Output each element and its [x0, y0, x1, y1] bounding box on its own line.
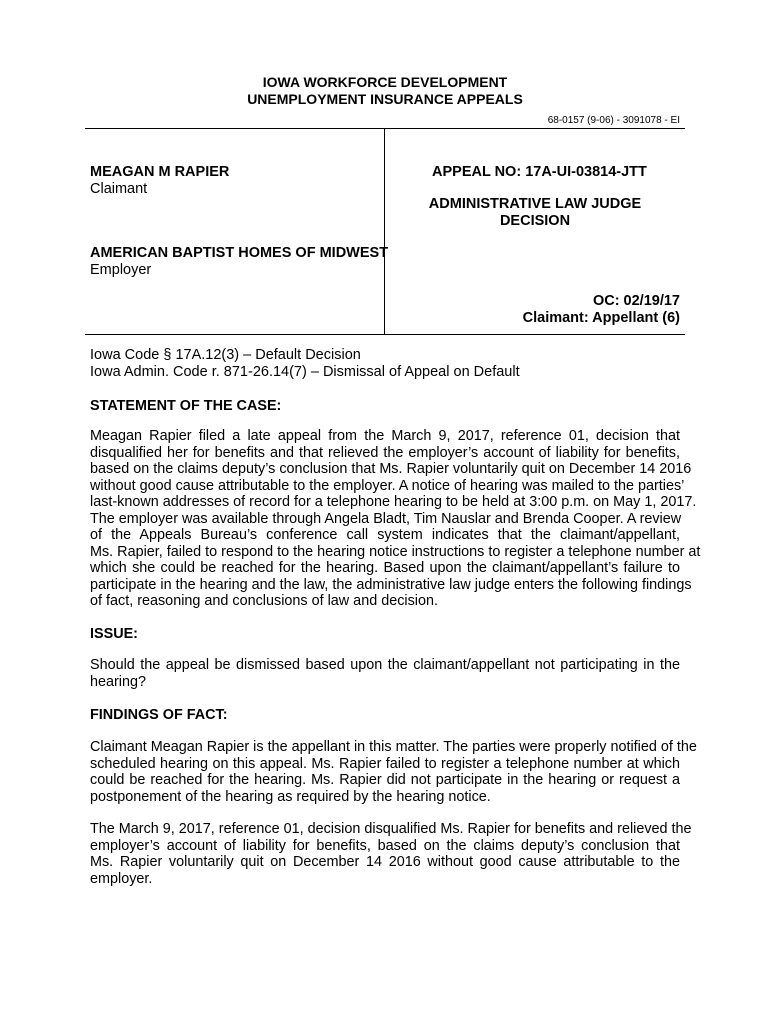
paragraph-line: Meagan Rapier filed a late appeal from the March 9, 2017, reference 01, decision that	[90, 428, 680, 444]
paragraph-line: hearing?	[90, 673, 147, 690]
division-title: UNEMPLOYMENT INSURANCE APPEALS	[247, 91, 523, 107]
paragraph-line: participate in the hearing and the law, the administrative law judge enters the following findings	[90, 576, 692, 593]
paragraph-line: employer.	[90, 870, 153, 887]
statement-heading: STATEMENT OF THE CASE:	[90, 398, 282, 414]
claimant-name: MEAGAN M RAPIER	[90, 164, 230, 180]
paragraph-line: employer’s account of liability for benefits, based on the claims deputy’s conclusion that	[90, 837, 680, 854]
paragraph-line: scheduled hearing on this appeal. Ms. Rapier failed to register a telephone number at which	[90, 755, 680, 772]
employer-role: Employer	[90, 262, 152, 278]
findings-paragraph-1	[90, 739, 697, 805]
caption-divider	[384, 128, 385, 334]
paragraph-line: without good cause attributable to the employer. A notice of hearing was mailed to the parties’	[90, 477, 685, 494]
employer-name: AMERICAN BAPTIST HOMES OF MIDWEST	[90, 245, 389, 261]
paragraph-line: Ms. Rapier, failed to respond to the hearing notice instructions to register a telephone number at	[90, 543, 701, 560]
findings-paragraph-2	[90, 821, 692, 887]
paragraph-line: postponement of the hearing as required by the hearing notice.	[90, 788, 491, 805]
caption-top-rule	[85, 128, 685, 129]
agency-title: IOWA WORKFORCE DEVELOPMENT	[262, 74, 508, 90]
citation-line: Iowa Code § 17A.12(3) – Default Decision	[90, 347, 361, 363]
paragraph-line: of fact, reasoning and conclusions of law and decision.	[90, 593, 438, 609]
paragraph-line: The employer was available through Angela Bladt, Tim Nauslar and Brenda Cooper. A review	[90, 510, 682, 527]
paragraph-line: last-known addresses of record for a telephone hearing to be held at 3:00 p.m. on May 1, 2017.	[90, 494, 697, 510]
claimant-role: Claimant	[90, 181, 148, 197]
issue-paragraph	[90, 657, 680, 690]
appeal-number: APPEAL NO: 17A-UI-03814-JTT	[432, 164, 647, 180]
paragraph-line: disqualified her for benefits and that relieved the employer’s account of liability for benefits,	[90, 444, 680, 461]
claimant-status: Claimant: Appellant (6)	[522, 310, 680, 326]
statement-paragraph	[90, 428, 701, 610]
findings-heading: FINDINGS OF FACT:	[90, 707, 228, 723]
paragraph-line: Should the appeal be dismissed based upon the claimant/appellant not participating in the	[90, 657, 680, 673]
issue-heading: ISSUE:	[90, 626, 138, 642]
paragraph-line: of the Appeals Bureau’s conference call system indicates that the claimant/appellant,	[90, 527, 680, 543]
form-code: 68-0157 (9-06) - 3091078 - EI	[547, 115, 680, 126]
paragraph-line: Ms. Rapier voluntarily quit on December 14 2016 without good cause attributable to the	[90, 854, 680, 870]
caption-bottom-rule	[85, 334, 685, 335]
paragraph-line: which she could be reached for the hearing. Based upon the claimant/appellant’s failure to	[90, 560, 680, 576]
decision-title-line2: DECISION	[499, 213, 571, 229]
original-claim-date: OC: 02/19/17	[592, 293, 680, 309]
paragraph-line: could be reached for the hearing. Ms. Rapier did not participate in the hearing or request a	[90, 772, 680, 788]
paragraph-line: Claimant Meagan Rapier is the appellant in this matter. The parties were properly notified of the	[90, 739, 697, 755]
paragraph-line: The March 9, 2017, reference 01, decision disqualified Ms. Rapier for benefits and relieved the	[90, 821, 692, 837]
paragraph-line: based on the claims deputy’s conclusion that Ms. Rapier voluntarily quit on December 14 2016	[90, 461, 692, 477]
decision-title-line1: ADMINISTRATIVE LAW JUDGE	[428, 196, 642, 212]
citation-line: Iowa Admin. Code r. 871-26.14(7) – Dismissal of Appeal on Default	[90, 364, 520, 380]
